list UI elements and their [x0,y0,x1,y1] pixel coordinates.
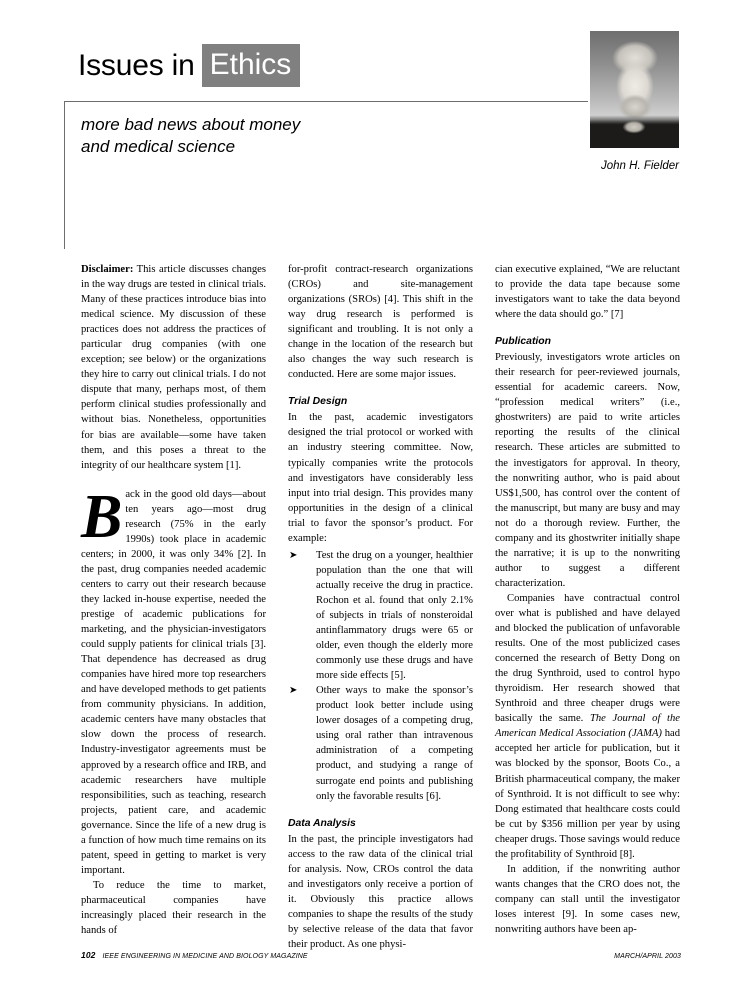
masthead [78,44,300,87]
drop-cap-letter: B [81,482,123,551]
masthead-series-label: Issues in [78,48,195,82]
article-column-2 [288,262,473,950]
trial-design-bullet-list [288,548,473,804]
article-subtitle [81,114,501,158]
paragraph-disclaimer [81,262,266,473]
paragraph-data-analysis: In the past, the principle investigators had access to the raw data of the clinical trial for analysis. Now, CROs control the data and investigators only receive a portion of it. Obviously this practice allows companies to shape the results of the study by selective release of the data that favor their product. As one physi- [288,833,473,950]
author-byline: John H. Fielder [601,160,679,172]
arrow-bullet-icon: ➤ [289,685,298,697]
paragraph-history [81,482,266,878]
section-heading-trial-design: Trial Design [288,396,348,408]
page-footer [81,950,681,960]
masthead-topic-badge: Ethics [202,44,301,87]
portrait-image [590,31,679,148]
paragraph-time-to-market: To reduce the time to market, pharmaceutical companies have increasingly placed their research in the hands of [81,879,266,937]
list-item-text: Other ways to make the sponsor’s product look better include using lower dosages of a competing drug, using oral rather than intravenous administration of a competing product, and studying a range of surrogate end points and publishing only the favorable results [6]. [316,685,473,802]
paragraph-synthroid-part-2: had accepted her article for publication, but it was blocked by the sponsor, Boots Co., a British pharmaceutical company, the maker of Synthroid. It is not difficult to see why: Dong estimated that healthcare costs could be cut by $356 million per year by using cheaper drugs. Those savings would reduce the profitability of Synthroid [8]. [495,728,680,860]
publication-name: IEEE ENGINEERING IN MEDICINE AND BIOLOGY MAGAZINE [102,953,308,960]
issue-date: MARCH/APRIL 2003 [614,953,681,960]
list-item [288,683,473,803]
journal-title-italic: The Journal of the American Medical Association (JAMA) [495,713,680,740]
list-item [288,548,473,683]
paragraph-history-text: ack in the good old days—about ten years ago—most drug research (75% in the early 1990s) took place in academic centers; in 2000, it was only 34% [2]. In the past, drug companies needed academic centers to carry out their research because they lacked in-house expertise, needed the prestige of academic publications for marketing, and the physician-investigators could supply patients for clinical trials [3]. That dependence has decreased as drug companies have hired more top researchers and have developed methods to get patients from community physicians. In addition, academic centers have many obstacles that slow down the process of research. Industry-investigator agreements must be approved by a research office and IRB, and academic researchers have multiple responsibilities, such as teaching, research projects, patient care, and academic governance. Since the life of a new drug is a function of how much time remains on its patent, speed in getting to market is very important. [81,488,266,876]
footer-left [81,950,308,960]
disclaimer-text: This article discusses changes in the way drugs are tested in clinical trials. Many of these practices introduce bias into medical science. My discussion of these practices does not address the practices of particular drug companies (with one exception; see below) or the organizations they hire to carry out clinical trials. I do not dispute that many, perhaps most, of them perform clinical studies professionally and without bias. Nonetheless, opportunities for bias are available—some have taken them, and this poses a threat to the integrity of our healthcare system [1]. [81,264,266,471]
article-body [81,262,681,950]
article-subtitle-line-2: and medical science [81,137,236,156]
paragraph-data-tape-quote: cian executive explained, “We are reluctant to provide the data tape because some investigators want to take the data beyond where the data should go.” [7] [495,264,680,321]
section-heading-data-analysis: Data Analysis [288,817,356,829]
article-subtitle-line-1: more bad news about money [81,115,301,134]
paragraph-ghostwriters: Previously, investigators wrote articles on their research for peer-reviewed journals, essential for academic careers. Now, “profession medical writers” (i.e., ghostwriters) are paid to write articles reporting the results of the clinical research. These articles are submitted to the investigators for approval. In theory, the nonwriting author, who is paid about US$1,500, has control over the content of the manuscript, but many are busy and may not do a thorough review. Further, the company and its ghostwriter initially shape the narrative; it is up to the nonwriting author to suggest a different characterization. [495,352,680,589]
paragraph-cro-sro: for-profit contract-research organizations (CROs) and site-management organizations (SROs) [4]. This shift in the way drug research is performed is significant and troubling. It is not only a change in the location of the research but also changes the way such research is conducted. Here are some major issues. [288,264,473,381]
list-item-text: Test the drug on a younger, healthier population than the one that will actually receive the drug in practice. Rochon et al. found that only 2.1% of subjects in trials of nonsteroidal antinflammatory drugs were 65 or older, even though the elderly more commonly use these drugs and have more side effects [5]. [316,549,473,682]
author-photo [590,31,679,148]
page-number: 102 [81,950,96,960]
disclaimer-label: Disclaimer: [81,264,134,275]
section-heading-publication: Publication [495,336,551,348]
paragraph-stalling: In addition, if the nonwriting author wants changes that the CRO does not, the company can stall until the investigator loses interest [9]. In some cases new, nonwriting authors have been ap- [495,863,680,935]
article-column-3 [495,262,680,935]
paragraph-synthroid-part-1: Companies have contractual control over what is published and have delayed and blocked the publication of unfavorable results. One of the most publicized cases concerned the research of Betty Dong on the drug Synthroid, used to control hypo thyroidism. Her research showed that Synthroid and three cheaper drugs were basically the same. [495,592,680,725]
paragraph-trial-design: In the past, academic investigators designed the trial protocol or worked with an industry steering committee. Now, typically companies write the protocols and investigators have considerably less input into trial design. This provides many opportunities in the design of a clinical trial to favor the sponsor’s product. For example: [288,412,473,544]
paragraph-synthroid [495,591,680,862]
arrow-bullet-icon: ➤ [289,549,298,561]
article-column-1 [81,262,266,937]
